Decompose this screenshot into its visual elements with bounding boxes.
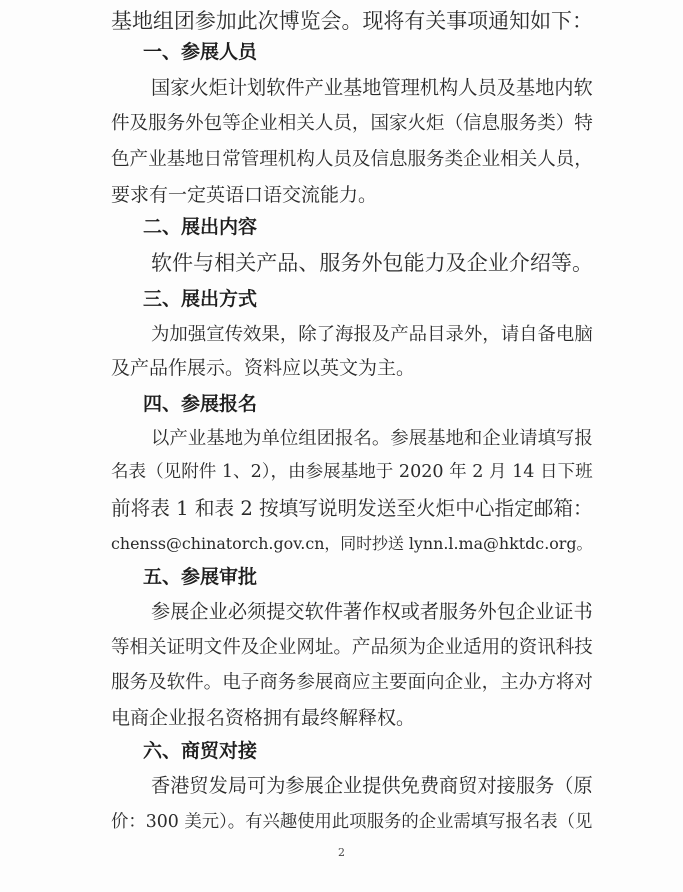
paragraph-line: 等相关证明文件及企业网址。产品须为企业适用的资讯科技	[111, 637, 593, 658]
paragraph-line: 要求有一定英语口语交流能力。	[111, 184, 378, 206]
paragraph-line: 国家火炬计划软件产业基地管理机构人员及基地内软	[151, 76, 593, 99]
section-heading: 一、参展人员	[143, 41, 258, 63]
section-heading: 六、商贸对接	[143, 740, 258, 762]
paragraph-line: 基地组团参加此次博览会。现将有关事项通知如下：	[111, 9, 593, 33]
section-heading: 五、参展审批	[143, 566, 258, 588]
paragraph-line: 色产业基地日常管理机构人员及信息服务类企业相关人员，	[111, 149, 593, 170]
paragraph-line: 为加强宣传效果，除了海报及产品目录外，请自备电脑	[151, 324, 593, 345]
paragraph-line: 电商企业报名资格拥有最终解释权。	[111, 707, 416, 729]
paragraph-line: 件及服务外包等企业相关人员，国家火炬（信息服务类）特	[111, 113, 593, 134]
paragraph-line: 价：300 美元）。有兴趣使用此项服务的企业需填写报名表（见	[111, 812, 593, 832]
paragraph-line: 参展企业必须提交软件著作权或者服务外包企业证书	[151, 600, 593, 623]
section-heading: 二、展出内容	[143, 216, 258, 238]
paragraph-line: 及产品作展示。资料应以英文为主。	[111, 357, 416, 379]
paragraph-line: chenss@chinatorch.gov.cn，同时抄送 lynn.l.ma@hktdc.org。	[111, 534, 593, 553]
paragraph-line: 服务及软件。电子商务参展商应主要面向企业，主办方将对	[111, 672, 593, 693]
section-heading: 四、参展报名	[143, 393, 258, 415]
paragraph-line: 以产业基地为单位组团报名。参展基地和企业请填写报	[151, 428, 593, 449]
paragraph-line: 香港贸发局可为参展企业提供免费商贸对接服务（原	[151, 774, 593, 797]
section-heading: 三、展出方式	[143, 288, 258, 310]
paragraph-line: 前将表 1 和表 2 按填写说明发送至火炬中心指定邮箱：	[111, 497, 593, 520]
paragraph-line: 名表（见附件 1、2），由参展基地于 2020 年 2 月 14 日下班	[111, 462, 593, 482]
paragraph-line: 软件与相关产品、服务外包能力及企业介绍等。	[151, 250, 593, 275]
page-number: 2	[338, 846, 345, 859]
